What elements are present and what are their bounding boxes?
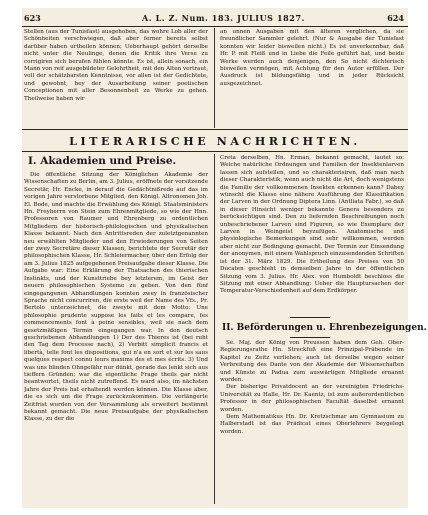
- continuation-text-left: [24, 29, 208, 127]
- section-rule: [22, 129, 408, 130]
- paragraph: Se. Maj. der König von Preussen haben dem Geh. Ober-Regierungsrathe Hn. Streckfuß eine Prinzipal-Präbende im Kapitel zu Zeitz verliehen; auch ist derselbe wegen seiner Verbreitung des Dante von der Akademie der Wissenschaften und Künste zu Padua zum auswärtigen Mitgliede ernannt worden.: [220, 340, 404, 384]
- journal-issue-line: A. L. Z. Num. 183. JULIUS 1827.: [142, 13, 305, 23]
- paragraph: Dem Mathematikus Hn. Dr. Kretzschmar am Gymnasium zu Halberstadt ist das Prädicat eines Oberlehrers beygelegt worden.: [220, 414, 404, 435]
- promotions-column: [220, 340, 404, 504]
- article-separator: [290, 317, 330, 318]
- page-number: 623: [24, 13, 41, 23]
- article-column-left: [24, 172, 208, 504]
- paragraph: Creta derselben, Hn. Erman, bekannt gemacht, lautet so: Welche natürliche Ordnungen und Familien der Insektenlarven lassen sich aufstellen, und so charakterisiren, daß man nach dieser Charakteristik, wenn auch nicht die Art, doch wenigstens die Familie der vollkommenen Insekten erkennen kann? Dabey wünscht die Klasse eine nähere Ausführung der Klassifikation der Larven in der Ordnung Diptera Linn. (Antliata Fabr.), so daß in dieser Hinsicht weniger bekannte Genera besonders zu berücksichtigen sind. Den zu liefernden Beschreibungen noch unbeschriebener Larven sind Figuren, so wie Exemplare der Larven in Weingeist beyzufügen. Anatomische und physiologische Bemerkungen sind sehr willkommen, werden aber nicht zur Bedingung gemacht. Der Termin zur Einsendung der anonymen, mit einem Wahlspruch einzusendenden Schriften ist der 31. März 1829. Die Ertheilung des Preises von 50 Ducaten geschieht in demselben Jahre in der öffentlichen Sitzung vom 3. Julius. Hr. Alex. von Humboldt beschloss die Sitzung mit einer Abhandlung: Ueber die Hauptursachen der Temperatur-Verschiedenheit auf dem Erdkörper.: [220, 155, 404, 295]
- paragraph: Stellen (aus der Tunisfast) ausgehoben, das wohre Lob aller der Schönheiten verschwiegen, daß aber ferner bereits selbst darüber haben urtheilen können; Ueberhaupt gehört derselbe nicht unter die Neulinge, denen die Kritik ihre Verse zu corrigiren sich berufen fühlen könnte. Es ist, allein sonach, ein Mann von reif ausgebildeter Gelehrtheit, mit den Alten vertraut, voll der schätzbarsten Kenntnisse, vor allen ist der Gedichtete, und gewohnt, bey der Ausarbeitung seiner poetischen Conceptionen mit aller Besonnenheit zu Werke zu gehen. Theilweise haben wir: [24, 29, 208, 102]
- journal-page: [22, 8, 427, 508]
- continuation-text-right: [220, 29, 404, 127]
- running-header: [22, 12, 408, 24]
- column-divider: [214, 154, 215, 504]
- section-heading-promotions: II. Beförderungen u. Ehrenbezeigungen.: [222, 323, 427, 333]
- column-divider: [214, 28, 215, 128]
- masthead-title: LITERARISCHE NACHRICHTEN.: [69, 135, 361, 148]
- section-heading-academies: I. Akademien und Preise.: [28, 155, 177, 167]
- masthead-rule: [22, 151, 408, 152]
- paragraph: Die öffentliche Sitzung der Königlichen Akademie der Wissenschaften zu Berlin, am 3. Julius, eröffnete der vorsitzende Secretär, Hr. Encke, in derauf die Gedächtnißrede auf das im vorigen Jahre verstorbene Mitglied, den Königl. Altronomen Joh. El. Bode, und machte die Erwählung des Königl. Staatsministers Hn. Freyherrn von Stein zum Ehrenmitgliede, so wie der Hnn. Professoren von Raumer und Ehrenberg zu ordentlichen Mitgliedern der historisch-philologischen und physikalischen Klasse bekannt. Nach den Antrittsreden der zuletztgenannten neu erwählten Mitglieder und den Erwiederungen von Seiten der zwey Secretäre dieser Klassen, berichtete der Secretär der philosophischen Klasse, Hr. Schleiermacher, über den Erfolg der am 3. Julius 1825 aufgegebenen Preisaufgabe dieser Klasse. Die Aufgabe war: Eine Erklärung der Thatsachen des thierischen Instinkts, und der Kunsttriebe bey letzterem, im Geist der neuern philosophischen Systeme zu geben. Von den fünf eingegangenen Abhandlungen konnten zwey in französischer Sprache nicht concurriren, die erste weil der Name des Vfs., Pr. Bertolo unterzeichnet, die zweyte mit dem Motto: Une philosophie prudente suppose les faits et les compare, fes commencements font à peine sensibles, weil sie nach dem gesetzmäßigen Termin eingegangen war. In den deutsch geschriebenen Abhandlungen 1) Der des Thieres ist (bei ruht den Tag dem Processe nach), 2) Verbitt simplicit francis et libertà, telle font les dispositions, qui n'a en sort et sur les saus quelques respect connu leurs maxims des et mes écrits. 3) Und was uns blinden Ohngefähr nur dünkt, gerade das lenkt sich aus tieffern Gründen; war die eigentliche Frage theils gar nicht beantwortet, theils nicht zutreffend. Es ward also, im nächsten Jahre der Preis hat erhaltendt werden können. Die Klasse aber, die es sich um die Frage zurückzukommen. Die verlängerte Zeitfrist wurden von der Versammlung als erweitert bestimmt bekannt gemacht. Die neue Preisaufgabe der physikalischen Klasse, zu der die: [24, 172, 208, 423]
- page-mark: 624: [387, 13, 404, 23]
- header-rule: [22, 26, 408, 27]
- article-column-right: [220, 155, 404, 313]
- paragraph: Der bisherige Privatdocent an der vereinigten Friedrichs-Universität zu Halle, Hr. Dr. Kaentz, ist zum außerordentlichen Professor in der philosophischen Facultät daselbst ernannt worden.: [220, 384, 404, 413]
- heading-separator: [290, 337, 330, 338]
- paragraph: an unnen Ausgaben mit den älteren verglichen, da sie freundlicher Sammler gelehrt. (Nur & Ausgabe der Tunisfast konnten wir leider bisweilen nicht.) Es ist unverkennbar, daß Hr. P. mit Fleiß und in Liebe die Feile geführt hat, und beide Werke werden auch denjenigen, den So nicht dichterisch bisweilen vermögen, mit Achtung für den Autor erfüllen. Der Ausdruck ist bildungsfähig und in jeder Rücksicht ausgezeichnet.: [220, 29, 404, 87]
- heading-separator: [97, 169, 137, 170]
